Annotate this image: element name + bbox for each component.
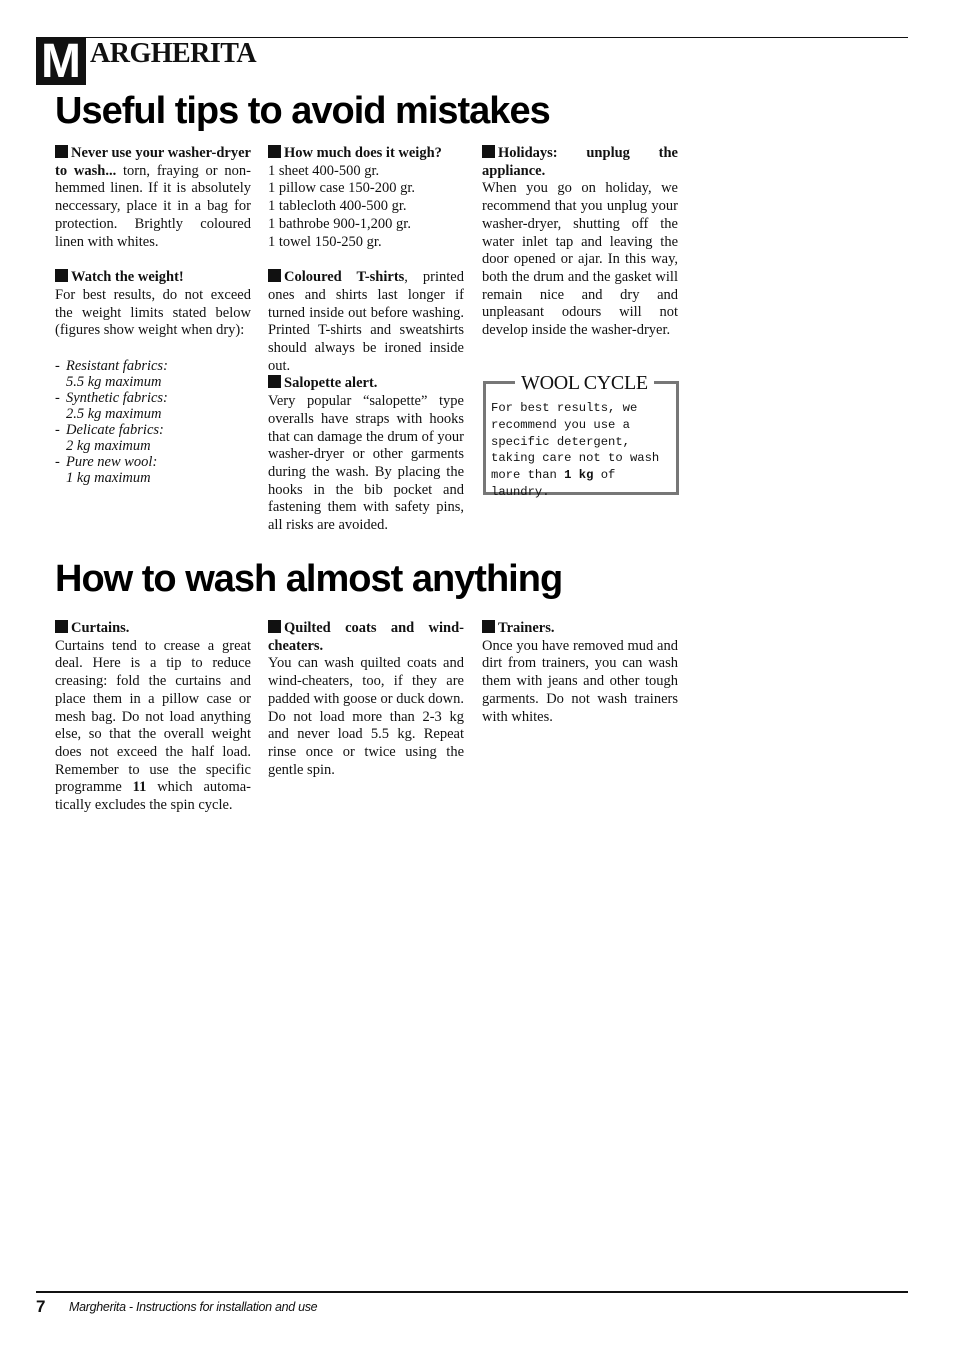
- salopette-paragraph: [268, 375, 464, 534]
- never-paragraph: [55, 145, 251, 251]
- never-body: torn, fraying or non-hemmed linen. If it is absolutely neccessary, place it in a bag for protection. Brightly coloured linen with whites.: [55, 162, 251, 250]
- bullet-square-icon: [55, 145, 68, 158]
- trainers-heading: Trainers.: [498, 620, 555, 636]
- bottom-rule: [36, 1291, 908, 1293]
- list-item: 1 bathrobe 900-1,200 gr.: [268, 215, 411, 232]
- wash-column-3: [482, 620, 678, 726]
- wash-column-1: [55, 620, 251, 815]
- quilted-body: You can wash quilted coats and wind-cheaters, too, if they are padded with goose or duck down. Do not load more than 2-3 kg and never load 5.5 kg. Repeat rinse once or twice using the gentle spin.: [268, 655, 464, 778]
- list-item: - Pure new wool: 1 kg maximum: [55, 454, 158, 487]
- bullet-square-icon: [55, 269, 68, 282]
- bullet-square-icon: [268, 145, 281, 158]
- list-item: 1 tablecloth 400-500 gr.: [268, 198, 407, 215]
- tshirts-heading: Coloured T-shirts: [284, 269, 405, 286]
- holidays-heading: Holidays: unplug the appliance.: [482, 145, 678, 179]
- watch-heading: Watch the weight!: [71, 269, 184, 286]
- watch-body: For best results, do not exceed the weight limits stated below (figures show weight when dry):: [55, 286, 251, 339]
- page-number: 7: [36, 1297, 46, 1316]
- list-item: 1 pillow case 150-200 gr.: [268, 180, 415, 197]
- salopette-heading: Salopette alert.: [284, 375, 378, 392]
- bullet-square-icon: [482, 145, 495, 158]
- footer-text: Margherita - Instructions for installation and use: [69, 1300, 318, 1314]
- holidays-body: When you go on holiday, we recommend that you unplug your washer-dryer, shutting off the water inlet tap and leaving the door opened or ajar. In this way, both the drum and the gasket will remain nice and dry and unpleasant odours will not develop inside the washer-dryer.: [482, 180, 678, 339]
- weight-limit-list: [55, 358, 251, 486]
- tips-title: Useful tips to avoid mistakes: [55, 90, 550, 132]
- weigh-paragraph: [268, 145, 464, 251]
- programme-number: 11: [132, 779, 147, 796]
- tips-column-1: [55, 145, 251, 486]
- watch-paragraph: [55, 269, 251, 340]
- bullet-square-icon: [268, 375, 281, 388]
- wash-column-2: [268, 620, 464, 779]
- holidays-paragraph: [482, 145, 678, 340]
- tshirts-paragraph: [268, 269, 464, 375]
- list-item: - Synthetic fabrics: 2.5 kg maximum: [55, 390, 168, 423]
- bullet-square-icon: [55, 620, 68, 633]
- weigh-heading: How much does it weigh?: [284, 145, 442, 161]
- curtains-heading: Curtains.: [71, 620, 130, 636]
- tips-column-2: [268, 145, 464, 535]
- quilted-heading: Quilted coats and wind-cheaters.: [268, 620, 464, 654]
- never-heading: Never use your washer-dryer to wash...: [55, 145, 251, 179]
- bullet-square-icon: [268, 620, 281, 633]
- trainers-body: Once you have removed mud and dirt from trainers, you can wash them with jeans and other tough garments. Do not wash trainers with whites.: [482, 637, 678, 725]
- brand-initial-box: M: [36, 37, 86, 85]
- list-item: - Resistant fabrics: 5.5 kg maximum: [55, 358, 168, 391]
- wool-cycle-box: [483, 372, 679, 499]
- brand-name: ARGHERITA: [90, 38, 257, 69]
- curtains-paragraph: Curtains. Curtains tend to crease a great deal. Here is a tip to reduce creasing: fold the curtains and place them in a pillow case or mesh bag. Do not load anything else, so that the overall weight does not exceed the half load. Remember to use the specific programme 11 which automa-tically excludes the spin cycle.: [55, 620, 251, 814]
- list-item: 1 sheet 400-500 gr.: [268, 162, 380, 179]
- list-item: 1 towel 150-250 gr.: [268, 233, 382, 250]
- wool-cycle-title: WOOL CYCLE: [515, 372, 654, 395]
- wash-title: How to wash almost anything: [55, 558, 563, 600]
- salopette-body: Very popular “salopette” type overalls have straps with hooks that can damage the drum of your washer-dryer or other garments during the wash. By placing the hooks in the bib pocket and fastening them with safety pins, all risks are avoided.: [268, 393, 464, 534]
- bullet-square-icon: [482, 620, 495, 633]
- tips-column-3: [482, 145, 678, 340]
- tshirts-body: , printed ones and shirts last longer if turned inside out before washing. Printed T-shirts and sweatshirts should always be ironed inside out.: [268, 269, 464, 374]
- list-item: - Delicate fabrics: 2 kg maximum: [55, 422, 164, 455]
- quilted-paragraph: [268, 620, 464, 779]
- bullet-square-icon: [268, 269, 281, 282]
- trainers-paragraph: [482, 620, 678, 726]
- wool-cycle-body: For best results, we recommend you use a specific detergent, taking care not to wash more than 1 kg of laundry.: [491, 401, 660, 499]
